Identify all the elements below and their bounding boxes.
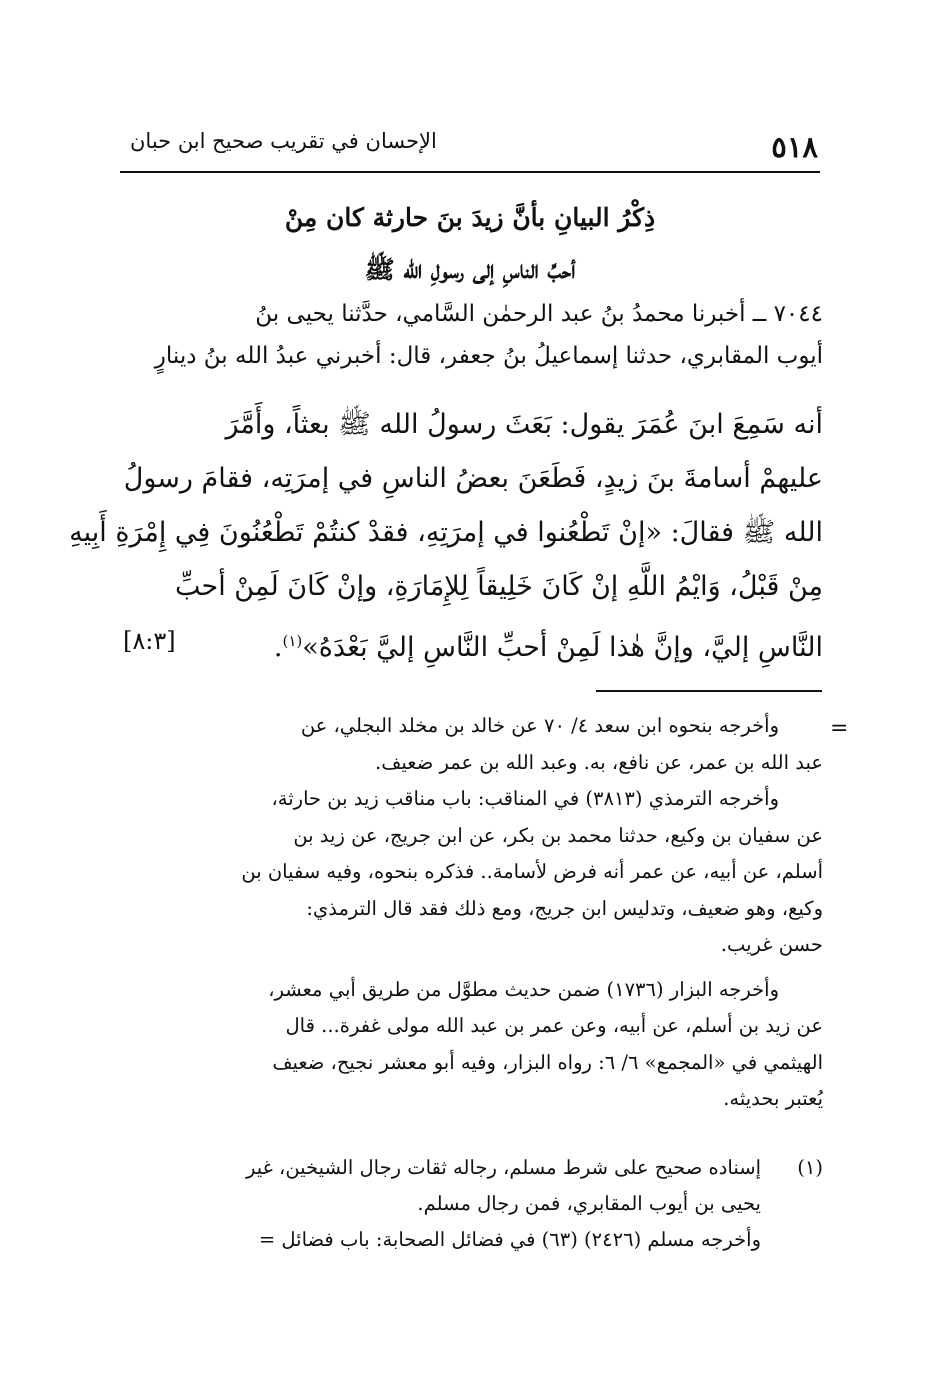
- heading-line: أحبِّ الناسِ إلى رسولِ الله ﷺ: [364, 255, 576, 284]
- note-line: عبد الله بن عمر، عن نافع، به. وعبد الله بن عمر ضعيف.: [375, 750, 823, 774]
- volume-citation: [٨:٣]: [123, 627, 176, 655]
- footnote-line: إسناده صحيح على شرط مسلم، رجاله ثقات رجال الشيخين، غير: [246, 1156, 761, 1179]
- footnote-number: (١): [797, 1156, 823, 1179]
- hadith-text: [69, 398, 823, 675]
- note-line: وكيع، وهو ضعيف، وتدليس ابن جريج، ومع ذلك فقد قال الترمذي:: [306, 896, 823, 920]
- note-line: عن زيد بن أسلم، عن أبيه، وعن عمر بن عبد الله مولى غفرة... قال: [285, 1014, 823, 1037]
- header-rule: [120, 171, 820, 173]
- isnad-line: ٧٠٤٤ ــ أخبرنا محمدُ بنُ عبد الرحمٰن السَّامي، حدَّثنا يحيى بنُ: [255, 301, 823, 327]
- hadith-line: الله ﷺ فقالَ: «إنْ تَطْعُنوا في إمرَتِهِ، فقدْ كنتُمْ تَطْعُنُونَ فِي إِمْرَةِ أَبِيهِ: [69, 517, 823, 548]
- footnote-line: يحيى بن أيوب المقابري، فمن رجال مسلم.: [417, 1192, 761, 1215]
- continuation-mark: =: [830, 716, 849, 741]
- hadith-line: أنه سَمِعَ ابنَ عُمَرَ يقول: بَعَثَ رسولُ الله ﷺ بعثاً، وأَمَّرَ: [225, 409, 823, 440]
- footnote-rule: [596, 690, 822, 692]
- hadith-line: عليهمْ أسامةَ بنَ زيدٍ، فَطَعَنَ بعضُ الناسِ في إمرَتِه، فقامَ رسولُ: [123, 463, 823, 494]
- note-line: وأخرجه البزار (١٧٣٦) ضمن حديث مطوَّل من طريق أبي معشر،: [268, 977, 779, 1001]
- hadith-line: مِنْ قَبْلُ، وَايْمُ اللَّهِ إنْ كَانَ خَلِيقاً لِلإِمَارَةِ، وإنْ كَانَ لَمِنْ أحبِّ: [175, 571, 823, 602]
- note-line: حسن غريب.: [720, 933, 823, 956]
- hadith-line: [123, 614, 823, 675]
- note-line: الهيثمي في «المجمع» ٦/ ٦: رواه البزار، وفيه أبو معشر نجيح، ضعيف: [272, 1050, 823, 1074]
- note-line: وأخرجه بنحوه ابن سعد ٤/ ٧٠ عن خالد بن مخلد البجلي، عن: [300, 714, 779, 737]
- isnad-paragraph: [123, 293, 823, 377]
- footnote-reference[interactable]: (١): [282, 632, 303, 650]
- heading-line: ذِكْرُ البيانِ بأنَّ زيدَ بنَ حارثة كان مِنْ: [284, 203, 656, 232]
- spacer: [133, 964, 823, 972]
- note-line: أسلم، عن أبيه، عن عمر أنه فرض لأسامة.. فذكره بنحوه، وفيه سفيان بن: [241, 860, 823, 883]
- isnad-line: أيوب المقابري، حدثنا إسماعيلُ بنُ جعفر، قال: أخبرني عبدُ الله بنُ دينارٍ: [154, 343, 823, 369]
- footnotes-continued: [133, 708, 823, 1118]
- note-line: عن سفيان بن وكيع، حدثنا محمد بن بكر، عن ابن جريج، عن زيد بن: [293, 823, 823, 847]
- note-line: يُعتبر بحديثه.: [723, 1087, 823, 1110]
- page-number: ٥١٨: [771, 130, 818, 164]
- hadith-line-text: النَّاسِ إليَّ، وإنَّ هٰذا لَمِنْ أحبِّ النَّاسِ إليَّ بَعْدَهُ»: [302, 632, 823, 663]
- footnote-1: [133, 1150, 823, 1258]
- note-line: وأخرجه الترمذي (٣٨١٣) في المناقب: باب مناقب زيد بن حارثة،: [271, 787, 779, 810]
- period: .: [273, 632, 283, 663]
- running-header-title: الإحسان في تقريب صحيح ابن حبان: [130, 129, 437, 153]
- chapter-heading: [120, 192, 820, 296]
- footnote-line: وأخرجه مسلم (٢٤٢٦) (٦٣) في فضائل الصحابة: باب فضائل =: [258, 1228, 761, 1251]
